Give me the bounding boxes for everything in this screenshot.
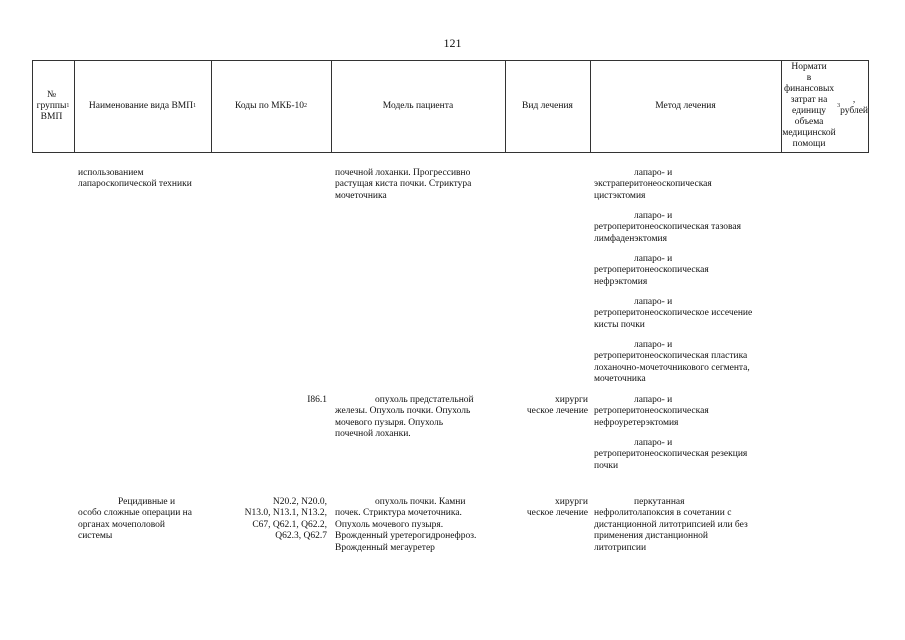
header-bottom-border [32,152,869,153]
patient-model-cell: почечной лоханки. Прогрессивно растущая киста почки. Стриктура мочеточника [335,168,472,201]
mkb-code-cell: I86.1 [307,395,327,405]
mkb-code-cell: N20.2, N20.0, N13.0, N13.1, N13.2, C67, Q62.1, Q62.2, Q62.3, Q62.7 [244,497,327,542]
vmp-name-cell: Рецидивные и особо сложные операции на органах мочеполовой системы [78,497,192,542]
header-financial-norms: Нормати в финансовых затрат на единицу объема медицинской помощи 3 , рублей [782,62,868,149]
header-treatment-method: Метод лечения [655,100,716,111]
vmp-name-cell: использованием лапароскопической техники [78,168,192,190]
method-cell: лапаро- и экстраперитонеоскопическая цистэктомия [594,168,712,201]
method-cell: лапаро- и ретроперитонеоскопическое иссечение кисты почки [594,297,753,330]
header-mkb-codes: Коды по МКБ-10 2 [234,100,308,111]
header-vmp-name: Наименование вида ВМП 1 [88,100,197,111]
method-cell: лапаро- и ретроперитонеоскопическая резекция почки [594,438,748,471]
treatment-kind-cell: хирурги ческое лечение [526,497,588,519]
treatment-kind-cell: хирурги ческое лечение [526,395,588,417]
page-number: 121 [443,36,462,50]
header-patient-model: Модель пациента [382,100,454,111]
header-group-number: № группы ВМП 1 [36,89,70,122]
header-treatment-kind: Вид лечения [522,100,573,111]
method-cell: лапаро- и ретроперитонеоскопическая тазовая лимфаденэктомия [594,211,741,244]
patient-model-cell: опухоль почки. Камни почек. Стриктура мочеточника. Опухоль мочевого пузыря. Врожденный уретерогидронефроз. Врожденный мегауретер [335,497,477,553]
method-cell: лапаро- и ретроперитонеоскопическая нефрэктомия [594,254,709,287]
column-divider [868,60,869,152]
method-cell: перкутанная нефролитолапоксия в сочетании с дистанционной литотрипсией или без применения дистанционной литотрипсии [594,497,748,553]
method-cell: лапаро- и ретроперитонеоскопическая нефроуретерэктомия [594,395,709,428]
method-cell: лапаро- и ретроперитонеоскопическая пластика лоханочно-мочеточникового сегмента, мочеточника [594,340,750,385]
patient-model-cell: опухоль предстательной железы. Опухоль почки. Опухоль мочевого пузыря. Опухоль почечной лоханки. [335,395,474,440]
